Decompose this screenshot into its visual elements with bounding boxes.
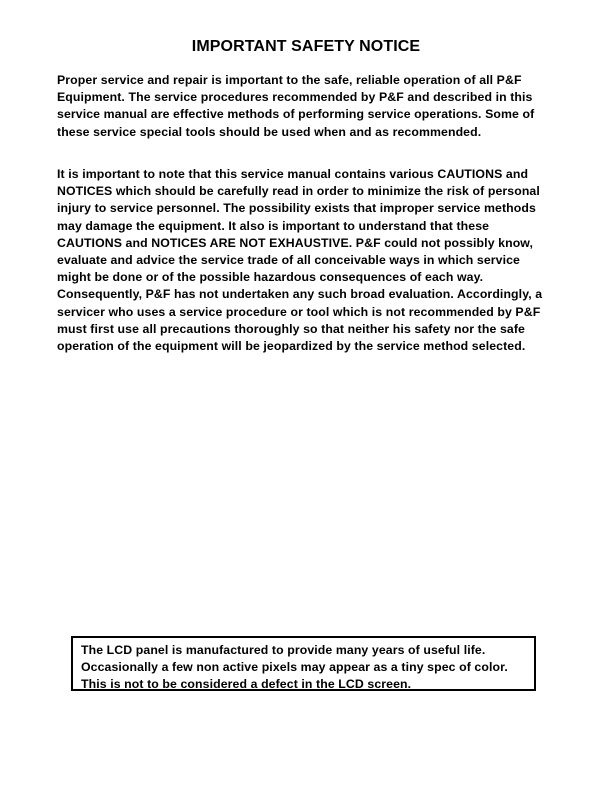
page-title: IMPORTANT SAFETY NOTICE xyxy=(191,38,421,55)
lcd-notice-box xyxy=(71,636,536,691)
paragraph-service-repair: Proper service and repair is important to the safe, reliable operation of all P&F Equipment. The service procedures recommended by P&F and described in this service manual are effective methods of performing service operations. Some of these service special tools should be used when and as recommended. xyxy=(57,73,535,139)
lcd-notice-line: This is not to be considered a defect in the LCD screen. xyxy=(81,677,412,691)
lcd-notice-line: Occasionally a few non active pixels may appear as a tiny spec of color. xyxy=(81,660,508,675)
paragraph-cautions-notices: It is important to note that this service manual contains various CAUTIONS and NOTICES which should be carefully read in order to minimize the risk of personal injury to service personnel. The possibility exists that improper service methods may damage the equipment. It also is important to understand that these CAUTIONS and NOTICES ARE NOT EXHAUSTIVE. P&F could not possibly know, evaluate and advice the service trade of all conceivable ways in which service might be done or of the possible hazardous consequences of each way. Consequently, P&F has not undertaken any such broad evaluation. Accordingly, a servicer who uses a service procedure or tool which is not recommended by P&F must first use all precautions thoroughly so that neither his safety nor the safe operation of the equipment will be jeopardized by the service method selected. xyxy=(57,167,543,354)
lcd-notice-line: The LCD panel is manufactured to provide many years of useful life. xyxy=(81,643,486,657)
